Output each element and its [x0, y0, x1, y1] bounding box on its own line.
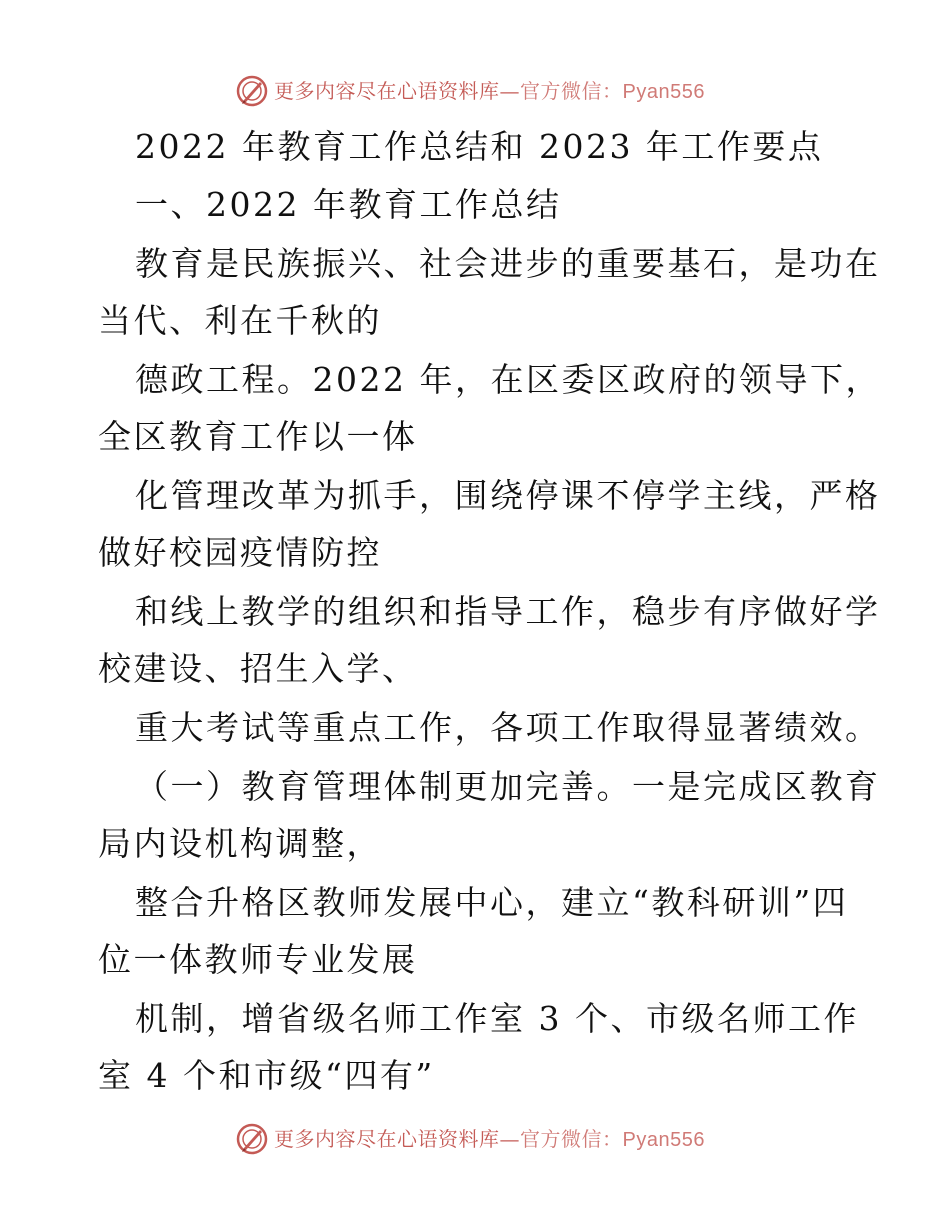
- footer-watermark-banner: [0, 1118, 950, 1162]
- watermark-wechat-label: 官方微信：Pyan556: [520, 1129, 705, 1151]
- body-line: 做好校园疫情防控: [98, 533, 382, 572]
- body-line: 当代、利在千秋的: [98, 301, 382, 340]
- watermark-text: [274, 1125, 705, 1154]
- watermark-wechat-label: 官方微信：Pyan556: [520, 81, 705, 103]
- section-heading: 一、2022 年教育工作总结: [135, 185, 562, 224]
- body-line: 和线上教学的组织和指导工作，稳步有序做好学: [135, 592, 881, 631]
- body-line: 教育是民族振兴、社会进步的重要基石，是功在: [135, 244, 881, 283]
- body-line: 化管理改革为抓手，围绕停课不停学主线，严格: [135, 476, 881, 515]
- body-line: 局内设机构调整，: [98, 824, 382, 863]
- watermark-site-label: 更多内容尽在心语资料库—: [274, 79, 520, 103]
- body-line: 室 4 个和市级“四有”: [98, 1056, 435, 1095]
- body-line: 全区教育工作以一体: [98, 417, 418, 456]
- watermark-site-label: 更多内容尽在心语资料库—: [274, 1127, 520, 1151]
- body-line: （一）教育管理体制更加完善。一是完成区教育: [135, 767, 881, 806]
- body-line: 德政工程。2022 年，在区委区政府的领导下，: [135, 360, 881, 399]
- body-line: 位一体教师专业发展: [98, 940, 418, 979]
- body-line: 整合升格区教师发展中心，建立“教科研训”四: [135, 883, 849, 922]
- body-line: 机制，增省级名师工作室 3 个、市级名师工作: [135, 999, 859, 1038]
- body-line: 校建设、招生入学、: [98, 649, 418, 688]
- body-line: 重大考试等重点工作，各项工作取得显著绩效。: [135, 708, 881, 747]
- pen-circle-logo-icon: [235, 1122, 269, 1156]
- document-title: 2022 年教育工作总结和 2023 年工作要点: [135, 127, 824, 166]
